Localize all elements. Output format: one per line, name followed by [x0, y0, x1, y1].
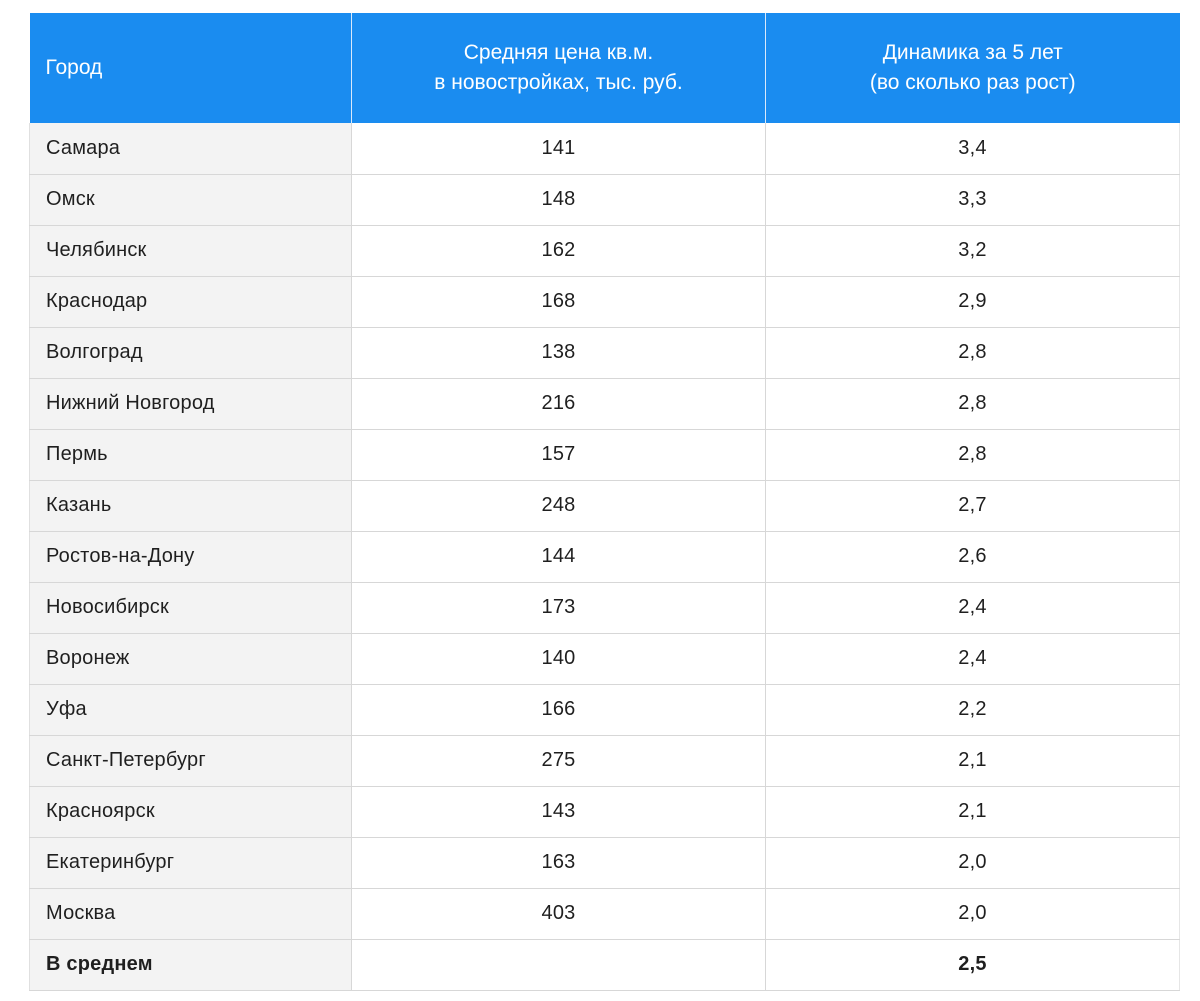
header-city: Город [30, 13, 352, 123]
table-header [30, 13, 1180, 123]
growth-cell: 2,7 [766, 480, 1180, 531]
city-cell: Новосибирск [30, 582, 352, 633]
table-row [30, 429, 1180, 480]
growth-cell: 2,8 [766, 429, 1180, 480]
price-cell: 403 [352, 888, 766, 939]
table-row [30, 633, 1180, 684]
city-cell: Санкт-Петербург [30, 735, 352, 786]
city-cell: Самара [30, 123, 352, 174]
total-price [352, 939, 766, 990]
city-cell: Казань [30, 480, 352, 531]
price-cell: 216 [352, 378, 766, 429]
price-cell: 148 [352, 174, 766, 225]
city-cell: Нижний Новгород [30, 378, 352, 429]
growth-cell: 2,2 [766, 684, 1180, 735]
city-cell: Красноярск [30, 786, 352, 837]
price-cell: 173 [352, 582, 766, 633]
table-row [30, 786, 1180, 837]
growth-cell: 3,2 [766, 225, 1180, 276]
growth-cell: 2,0 [766, 837, 1180, 888]
price-cell: 138 [352, 327, 766, 378]
city-cell: Омск [30, 174, 352, 225]
price-cell: 248 [352, 480, 766, 531]
header-growth-line2: (во сколько раз рост) [869, 71, 1076, 94]
growth-cell: 2,8 [766, 327, 1180, 378]
price-cell: 163 [352, 837, 766, 888]
table-body [30, 123, 1180, 990]
city-cell: Москва [30, 888, 352, 939]
growth-cell: 2,1 [766, 786, 1180, 837]
table-row [30, 174, 1180, 225]
price-cell: 140 [352, 633, 766, 684]
header-price-line2: в новостройках, тыс. руб. [434, 71, 683, 94]
table-row [30, 888, 1180, 939]
city-cell: Краснодар [30, 276, 352, 327]
growth-cell: 2,8 [766, 378, 1180, 429]
price-cell: 162 [352, 225, 766, 276]
header-growth [766, 13, 1180, 123]
table-row [30, 123, 1180, 174]
header-row [30, 13, 1180, 123]
price-cell: 143 [352, 786, 766, 837]
city-cell: Пермь [30, 429, 352, 480]
city-cell: Уфа [30, 684, 352, 735]
city-cell: Ростов-на-Дону [30, 531, 352, 582]
price-cell: 141 [352, 123, 766, 174]
table-row [30, 276, 1180, 327]
total-growth: 2,5 [766, 939, 1180, 990]
price-cell: 157 [352, 429, 766, 480]
growth-cell: 2,4 [766, 633, 1180, 684]
price-table [29, 13, 1180, 991]
total-label: В среднем [30, 939, 352, 990]
header-price-line1: Средняя цена кв.м. [463, 41, 654, 64]
table-row [30, 225, 1180, 276]
table-row [30, 684, 1180, 735]
price-cell: 168 [352, 276, 766, 327]
city-cell: Екатеринбург [30, 837, 352, 888]
price-cell: 166 [352, 684, 766, 735]
header-price [352, 13, 766, 123]
table-row [30, 327, 1180, 378]
growth-cell: 3,4 [766, 123, 1180, 174]
header-growth-line1: Динамика за 5 лет [882, 41, 1063, 64]
table-row-total [30, 939, 1180, 990]
city-cell: Волгоград [30, 327, 352, 378]
growth-cell: 2,6 [766, 531, 1180, 582]
price-cell: 275 [352, 735, 766, 786]
table-row [30, 735, 1180, 786]
growth-cell: 3,3 [766, 174, 1180, 225]
growth-cell: 2,1 [766, 735, 1180, 786]
growth-cell: 2,0 [766, 888, 1180, 939]
table-row [30, 582, 1180, 633]
price-cell: 144 [352, 531, 766, 582]
city-cell: Воронеж [30, 633, 352, 684]
table-row [30, 837, 1180, 888]
city-cell: Челябинск [30, 225, 352, 276]
table-row [30, 378, 1180, 429]
table-row [30, 531, 1180, 582]
table-row [30, 480, 1180, 531]
growth-cell: 2,4 [766, 582, 1180, 633]
growth-cell: 2,9 [766, 276, 1180, 327]
